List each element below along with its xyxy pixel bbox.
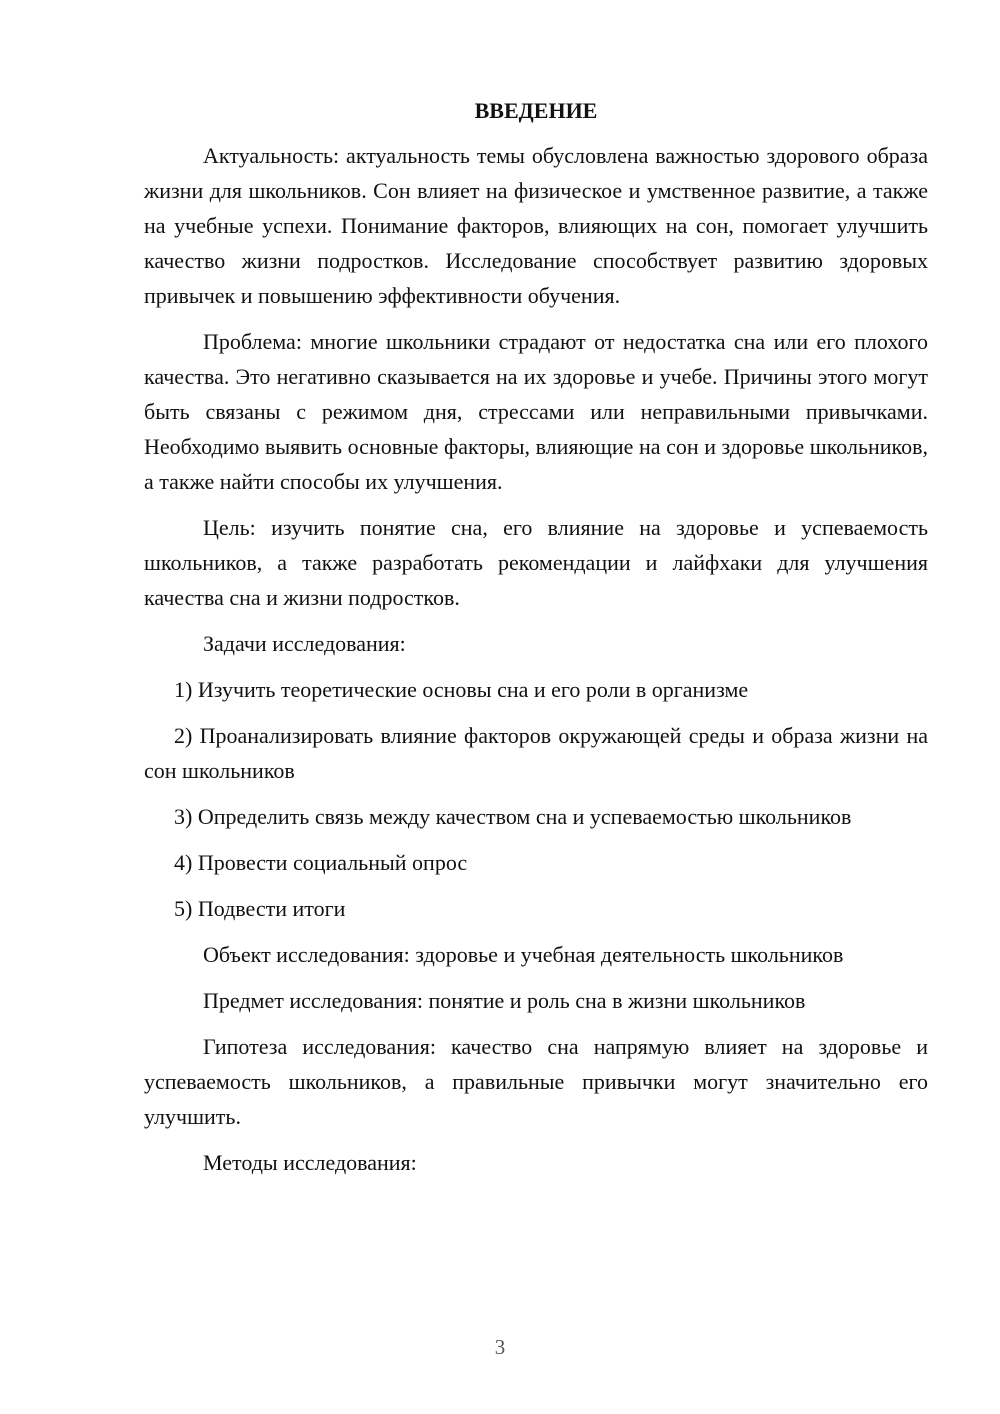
page-number: 3	[494, 1335, 506, 1359]
goal-paragraph: Цель: изучить понятие сна, его влияние на здоровье и успеваемость школьников, а также разработать рекомендации и лайфхаки для улучшения качества сна и жизни подростков.	[144, 515, 928, 610]
research-hypothesis: Гипотеза исследования: качество сна напрямую влияет на здоровье и успеваемость школьников, а правильные привычки могут значительно его улучшить.	[144, 1034, 928, 1129]
task-item-5: 5) Подвести итоги	[174, 896, 346, 921]
task-item-1: 1) Изучить теоретические основы сна и его роли в организме	[174, 677, 749, 702]
page-content	[144, 96, 928, 1191]
problem-paragraph: Проблема: многие школьники страдают от недостатка сна или его плохого качества. Это негативно сказывается на их здоровье и учебе. Причины этого могут быть связаны с режимом дня, стрессами или неправильными привычками. Необходимо выявить основные факторы, влияющие на сон и здоровье школьников, а также найти способы их улучшения.	[144, 329, 928, 494]
task-item-2: 2) Проанализировать влияние факторов окружающей среды и образа жизни на сон школьников	[144, 723, 928, 783]
tasks-heading: Задачи исследования:	[203, 631, 406, 656]
task-item-3: 3) Определить связь между качеством сна и успеваемостью школьников	[174, 804, 852, 829]
research-object: Объект исследования: здоровье и учебная деятельность школьников	[203, 942, 844, 967]
task-item-4: 4) Провести социальный опрос	[174, 850, 468, 875]
methods-heading: Методы исследования:	[203, 1150, 417, 1175]
section-title: ВВЕДЕНИЕ	[474, 98, 598, 123]
research-subject: Предмет исследования: понятие и роль сна в жизни школьников	[203, 988, 806, 1013]
relevance-paragraph: Актуальность: актуальность темы обусловлена важностью здорового образа жизни для школьников. Сон влияет на физическое и умственное развитие, а также на учебные успехи. Понимание факторов, влияющих на сон, помогает улучшить качество жизни подростков. Исследование способствует развитию здоровых привычек и повышению эффективности обучения.	[144, 143, 928, 308]
